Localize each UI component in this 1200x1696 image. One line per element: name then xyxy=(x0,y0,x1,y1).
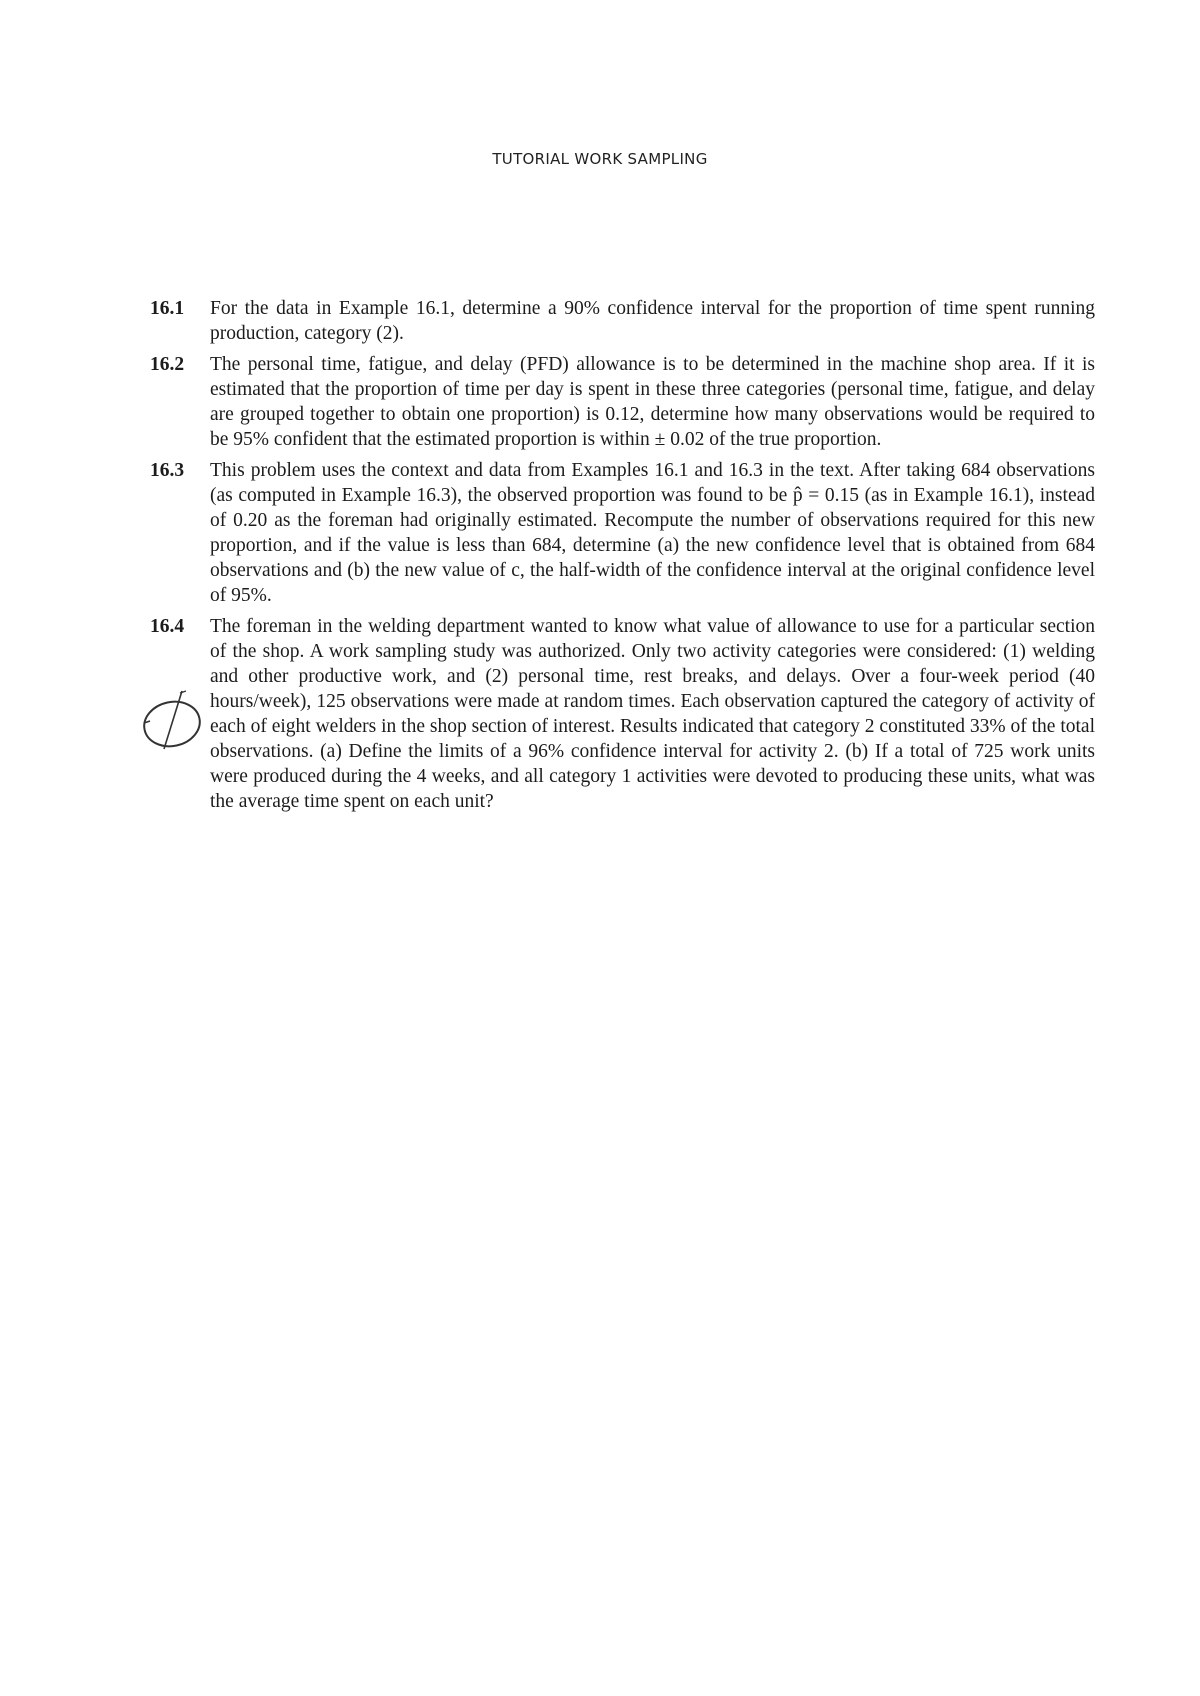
problem-text: This problem uses the context and data from Examples 16.1 and 16.3 in the text. After taking 684 observations (as computed in Example 16.3), the observed proportion was found to be p̂ = 0.15 (as in Example 16.1), instead of 0.20 as the foreman had originally estimated. Recompute the number of observations required for this new proportion, and if the value is less than 684, determine (a) the new confidence level that is obtained from 684 observations and (b) the new value of c, the half-width of the confidence interval at the original confidence level of 95%. xyxy=(210,460,1095,606)
handwritten-circle-annotation xyxy=(136,687,216,757)
problem-text: For the data in Example 16.1, determine a 90% confidence interval for the proportion of time spent running production, category (2). xyxy=(210,298,1095,344)
problem-list xyxy=(150,296,1095,820)
problem-item xyxy=(150,352,1095,452)
problem-item xyxy=(150,296,1095,346)
problem-item xyxy=(150,614,1095,814)
page-title: TUTORIAL WORK SAMPLING xyxy=(492,150,708,168)
problem-number: 16.1 xyxy=(150,298,185,319)
problem-number: 16.3 xyxy=(150,460,185,481)
problem-item xyxy=(150,458,1095,608)
problem-text: The personal time, fatigue, and delay (PFD) allowance is to be determined in the machine shop area. If it is estimated that the proportion of time per day is spent in these three categories (personal time, fatigue, and delay are grouped together to obtain one proportion) is 0.12, determine how many observations would be required to be 95% confident that the estimated proportion is within ± 0.02 of the true proportion. xyxy=(210,354,1095,450)
problem-number: 16.4 xyxy=(150,616,185,637)
problem-text: The foreman in the welding department wanted to know what value of allowance to use for a particular section of the shop. A work sampling study was authorized. Only two activity categories were considered: (1) welding and other productive work, and (2) personal time, rest breaks, and delays. Over a four-week period (40 hours/week), 125 observations were made at random times. Each observation captured the category of activity of each of eight welders in the shop section of interest. Results indicated that category 2 constituted 33% of the total observations. (a) Define the limits of a 96% confidence interval for activity 2. (b) If a total of 725 work units were produced during the 4 weeks, and all category 1 activities were devoted to producing these units, what was the average time spent on each unit? xyxy=(210,616,1095,812)
problem-number: 16.2 xyxy=(150,354,185,375)
